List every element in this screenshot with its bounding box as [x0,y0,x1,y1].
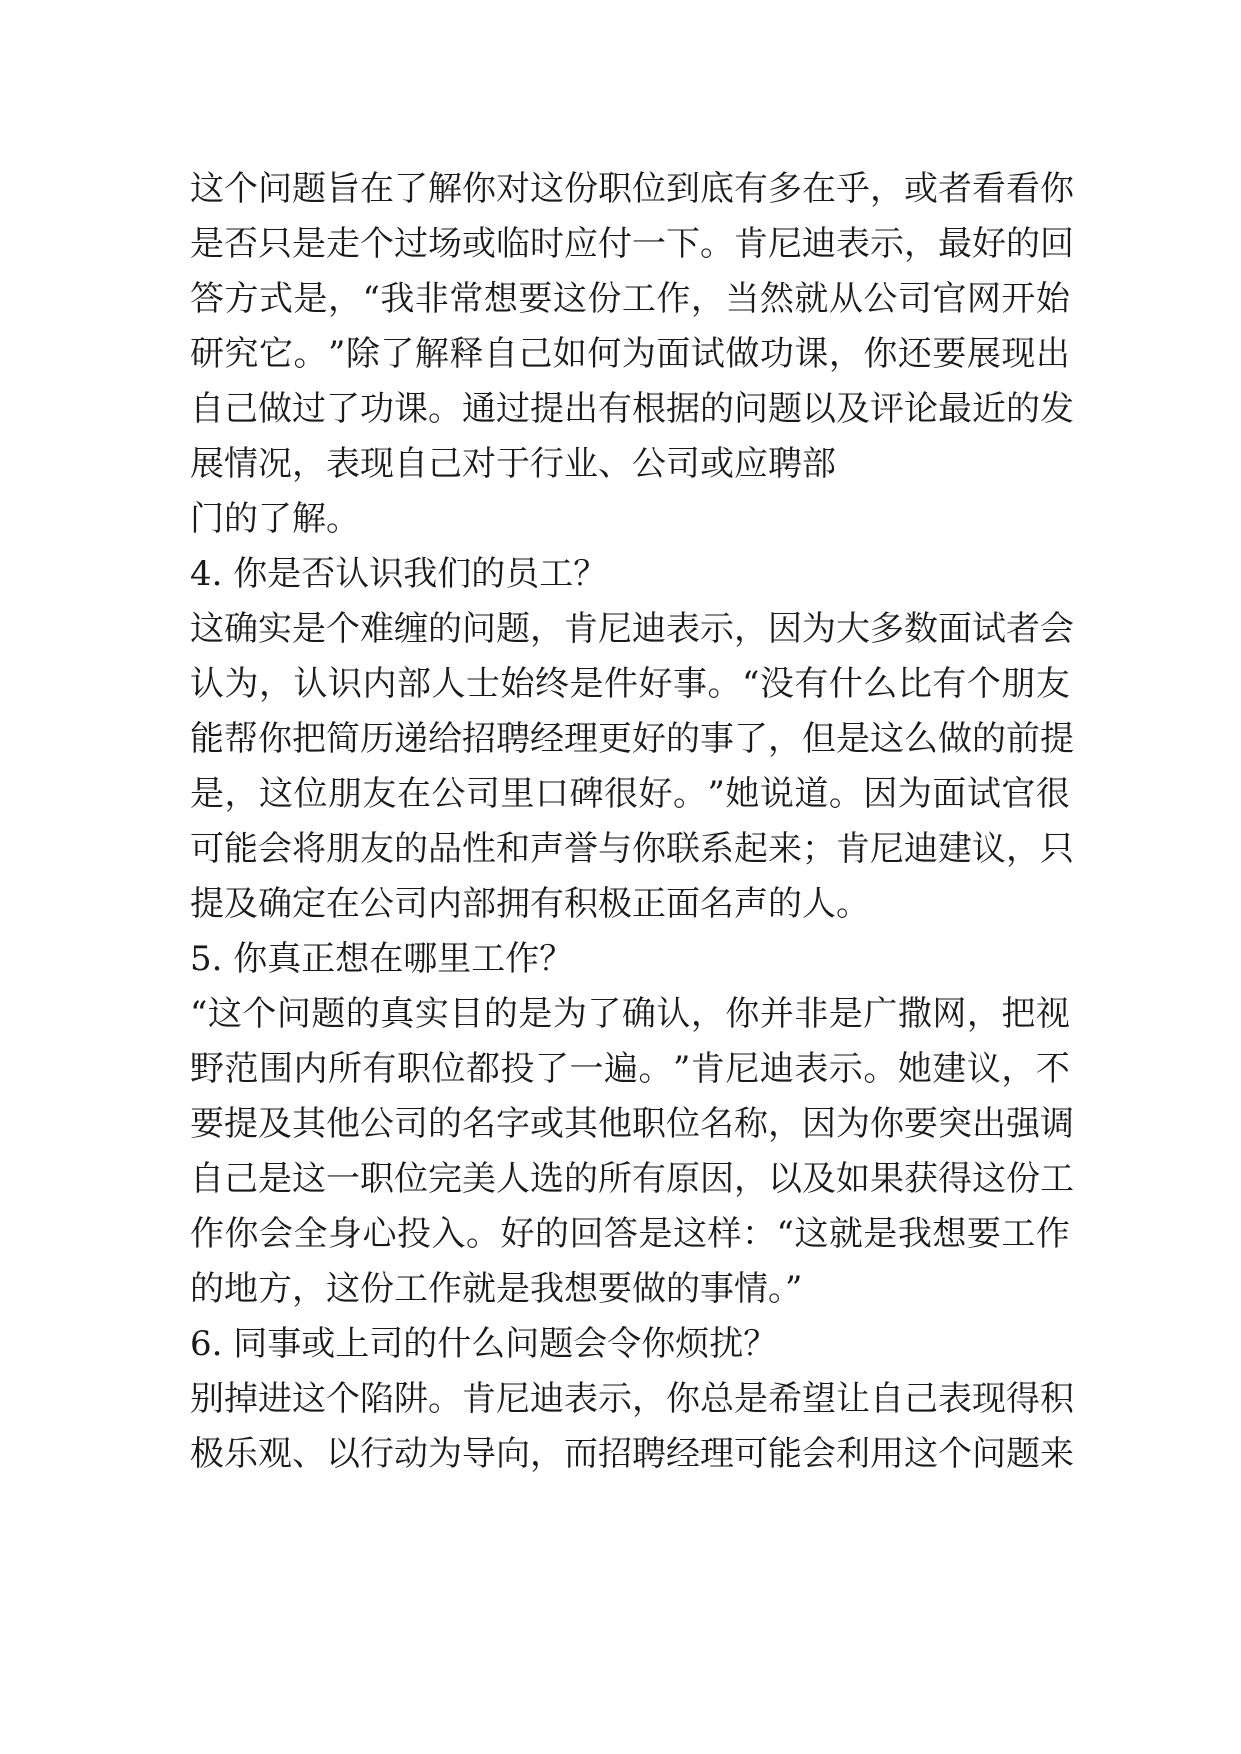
text-line: “ 这 个 问 题 的 真 实 目 的 是 为 了 确 认 ， 你 并 非 是 广 撒 网 ， 把 视 [190,994,1070,1034]
text-line: 野 范 围 内 所 有 职 位 都 投 了 一 遍 。 ” 肯 尼 迪 表 示 。 她 建 议 ， 不 [190,1049,1070,1089]
document-body [190,162,1074,1482]
text-line: 门的了解。 [190,499,360,539]
text-line: 这 确 实 是 个 难 缠 的 问 题 ， 肯 尼 迪 表 示 ， 因 为 大 多 数 面 试 者 会 [190,609,1074,649]
text-line: 能 帮 你 把 简 历 递 给 招 聘 经 理 更 好 的 事 了 ， 但 是 这 么 做 的 前 提 [190,719,1074,759]
text-line: 要 提 及 其 他 公 司 的 名 字 或 其 他 职 位 名 称 ， 因 为 你 要 突 出 强 调 [190,1104,1074,1144]
text-line: 是 ， 这 位 朋 友 在 公 司 里 口 碑 很 好 。 ” 她 说 道 。 因 为 面 试 官 很 [190,774,1070,814]
text-line: 提及确定在公司内部拥有积极正面名声的人。 [190,884,870,924]
text-line: 作 你 会 全 身 心 投 入 。 好 的 回 答 是 这 样 ： “ 这 就 是 我 想 要 工 作 [190,1214,1070,1254]
text-line: 答 方 式 是 ， “ 我 非 常 想 要 这 份 工 作 ， 当 然 就 从 公 司 官 网 开 始 [190,279,1070,319]
text-line: 认 为 ， 认 识 内 部 人 士 始 终 是 件 好 事 。 “ 没 有 什 么 比 有 个 朋 友 [190,664,1070,704]
text-line: 自 己 做 过 了 功 课 。 通 过 提 出 有 根 据 的 问 题 以 及 评 论 最 近 的 发 [190,389,1074,429]
text-line: 6. 同事或上司的什么问题会令你烦扰？ [190,1324,778,1364]
text-line: 别 掉 进 这 个 陷 阱 。 肯 尼 迪 表 示 ， 你 总 是 希 望 让 自 己 表 现 得 积 [190,1379,1074,1419]
text-line: 展情况，表现自己对于行业、公司或应聘部 [190,444,836,484]
text-line: 这 个 问 题 旨 在 了 解 你 对 这 份 职 位 到 底 有 多 在 乎 ， 或 者 看 看 你 [190,169,1074,209]
text-line: 的地方，这份工作就是我想要做的事情。” [190,1269,803,1309]
text-line: 极 乐 观 、 以 行 动 为 导 向 ， 而 招 聘 经 理 可 能 会 利 用 这 个 问 题 来 [190,1434,1074,1474]
text-line: 5. 你真正想在哪里工作？ [190,939,574,979]
text-line: 可 能 会 将 朋 友 的 品 性 和 声 誉 与 你 联 系 起 来 ； 肯 尼 迪 建 议 ， 只 [190,829,1074,869]
text-line: 是 否 只 是 走 个 过 场 或 临 时 应 付 一 下 。 肯 尼 迪 表 示 ， 最 好 的 回 [190,224,1074,264]
text-line: 4. 你是否认识我们的员工？ [190,554,608,594]
text-line: 研 究 它 。 ” 除 了 解 释 自 己 如 何 为 面 试 做 功 课 ， 你 还 要 展 现 出 [190,334,1070,374]
text-line: 自 己 是 这 一 职 位 完 美 人 选 的 所 有 原 因 ， 以 及 如 果 获 得 这 份 工 [190,1159,1074,1199]
